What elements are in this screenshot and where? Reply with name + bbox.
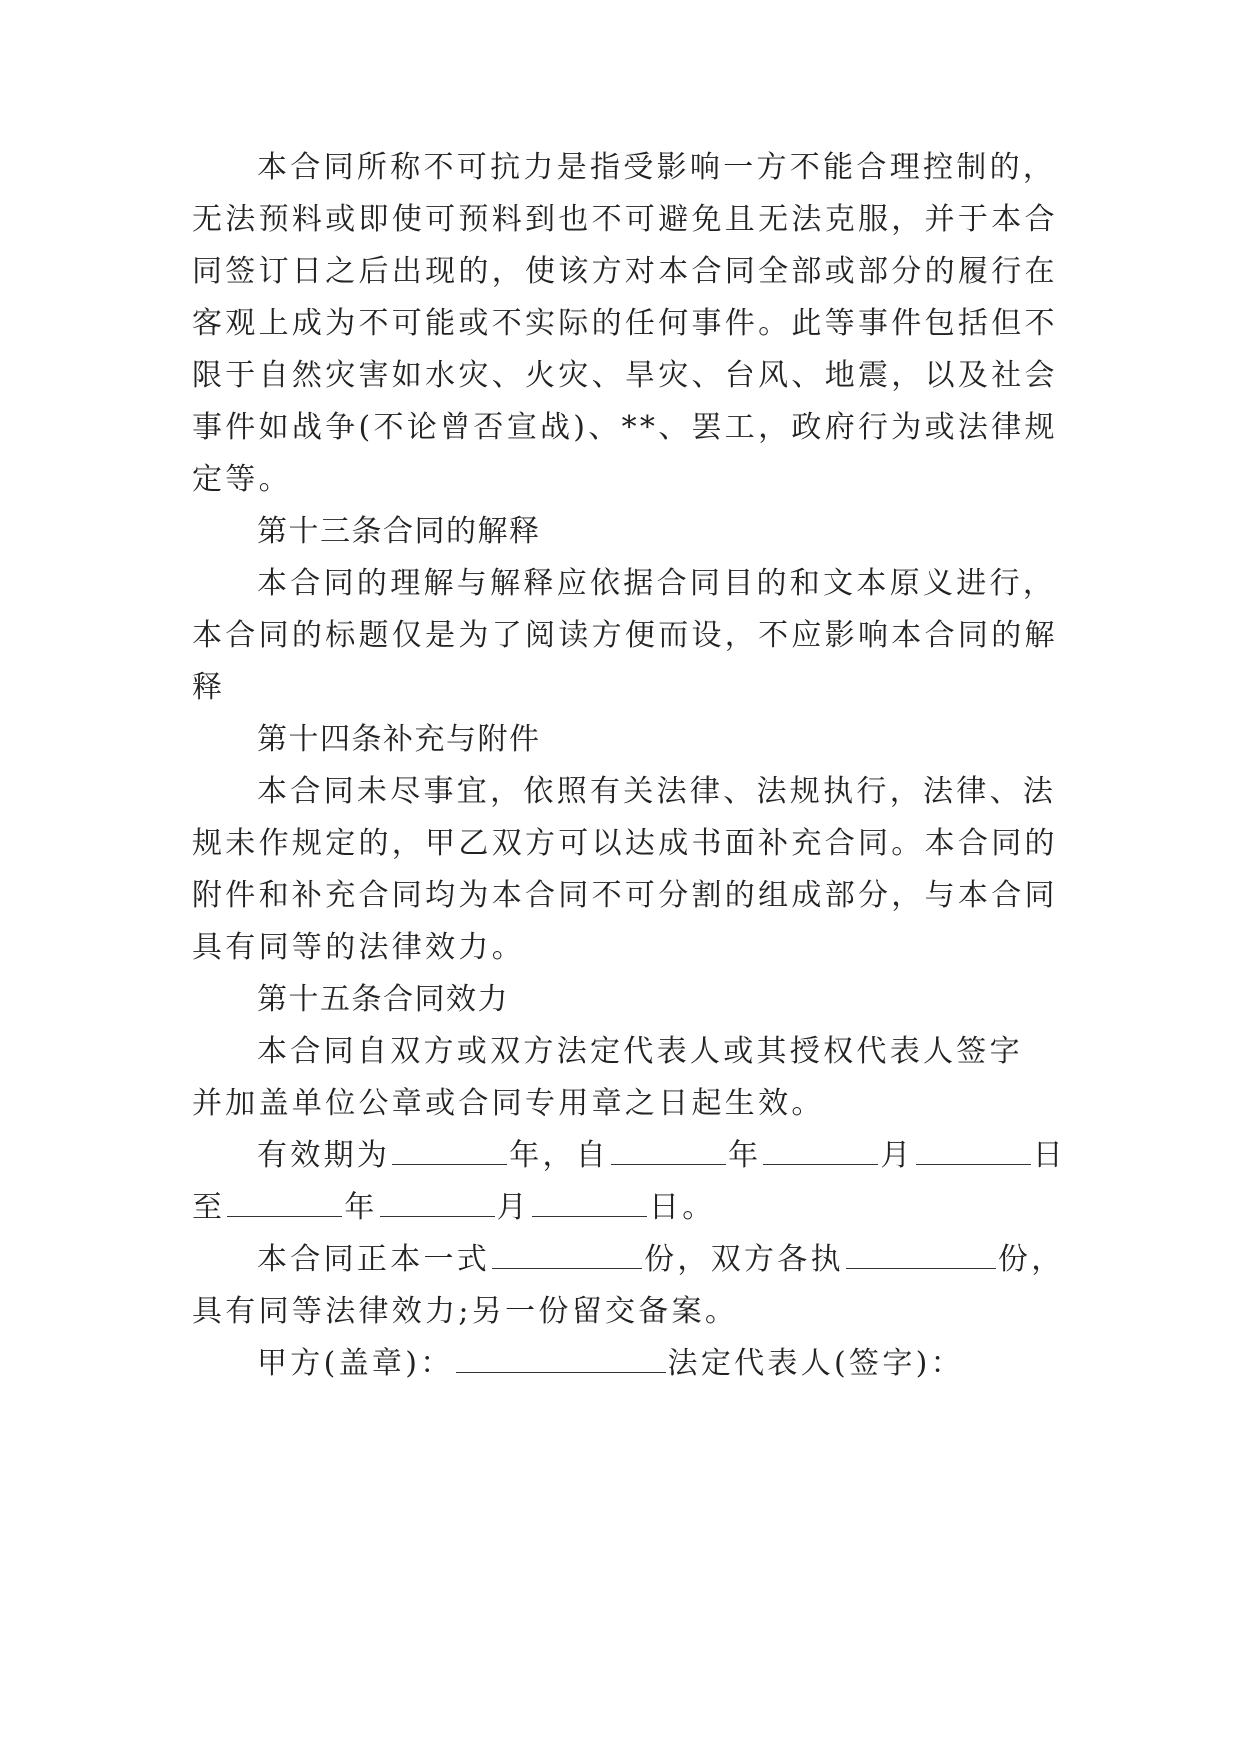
end-day-blank[interactable]	[532, 1188, 647, 1217]
copies-each-blank[interactable]	[846, 1240, 996, 1269]
copies-line	[257, 1240, 1072, 1280]
validity-line-2	[192, 1188, 1072, 1228]
text-line: 本合同所称不可抗力是指受影响一方不能合理控制的，	[257, 150, 1057, 185]
validity-years-blank[interactable]	[392, 1136, 507, 1165]
text-fragment: 份，	[997, 1242, 1065, 1277]
text-fragment: 年	[728, 1138, 762, 1173]
end-year-blank[interactable]	[227, 1188, 342, 1217]
text-fragment: 月	[880, 1138, 914, 1173]
validity-line	[257, 1136, 1072, 1176]
party-a-seal-blank[interactable]	[456, 1344, 666, 1373]
party-a-seal-label: 甲方(盖章)：	[257, 1346, 454, 1381]
text-line: 无法预料或即使可预料到也不可避免且无法克服，并于本合	[192, 202, 1058, 237]
text-line: 本合同的标题仅是为了阅读方便而设，不应影响本合同的解	[192, 618, 1058, 653]
text-line: 客观上成为不可能或不实际的任何事件。此等事件包括但不	[192, 306, 1058, 341]
text-fragment: 本合同正本一式	[257, 1242, 491, 1277]
legal-rep-signature-label: 法定代表人(签字)：	[667, 1346, 964, 1381]
text-line: 本合同未尽事宜，依照有关法律、法规执行，法律、法	[257, 774, 1057, 809]
text-line: 事件如战争(不论曾否宣战)、**、罢工，政府行为或法律规	[192, 410, 1058, 445]
validity-label: 有效期为	[257, 1138, 391, 1173]
text-line: 附件和补充合同均为本合同不可分割的组成部分，与本合同	[192, 878, 1058, 913]
text-line: 本合同的理解与解释应依据合同目的和文本原义进行，	[257, 566, 1057, 601]
article-13-heading: 第十三条合同的解释	[257, 514, 541, 549]
start-month-blank[interactable]	[763, 1136, 878, 1165]
text-fragment: 至	[192, 1190, 226, 1225]
text-fragment: 月	[496, 1190, 530, 1225]
text-line: 具有同等法律效力;另一份留交备案。	[192, 1294, 739, 1329]
text-line: 规未作规定的，甲乙双方可以达成书面补充合同。本合同的	[192, 826, 1058, 861]
text-line: 限于自然灾害如水灾、火灾、旱灾、台风、地震，以及社会	[192, 358, 1058, 393]
article-14-heading: 第十四条补充与附件	[257, 722, 541, 757]
text-fragment: 年，自	[509, 1138, 610, 1173]
text-line: 同签订日之后出现的，使该方对本合同全部或部分的履行在	[192, 254, 1058, 289]
start-day-blank[interactable]	[916, 1136, 1031, 1165]
text-line: 释	[192, 670, 226, 705]
text-line: 本合同自双方或双方法定代表人或其授权代表人签字	[257, 1034, 1023, 1069]
text-fragment: 年	[344, 1190, 378, 1225]
text-line: 具有同等的法律效力。	[192, 930, 525, 965]
start-year-blank[interactable]	[611, 1136, 726, 1165]
text-fragment: 日	[1032, 1138, 1067, 1173]
text-line: 并加盖单位公章或合同专用章之日起生效。	[192, 1086, 825, 1121]
text-fragment: 份，双方各执	[644, 1242, 844, 1277]
article-15-heading: 第十五条合同效力	[257, 982, 509, 1017]
copies-count-blank[interactable]	[492, 1240, 642, 1269]
signature-line	[257, 1344, 1072, 1384]
text-line: 定等。	[192, 462, 292, 497]
text-fragment: 日。	[648, 1190, 716, 1225]
end-month-blank[interactable]	[380, 1188, 495, 1217]
